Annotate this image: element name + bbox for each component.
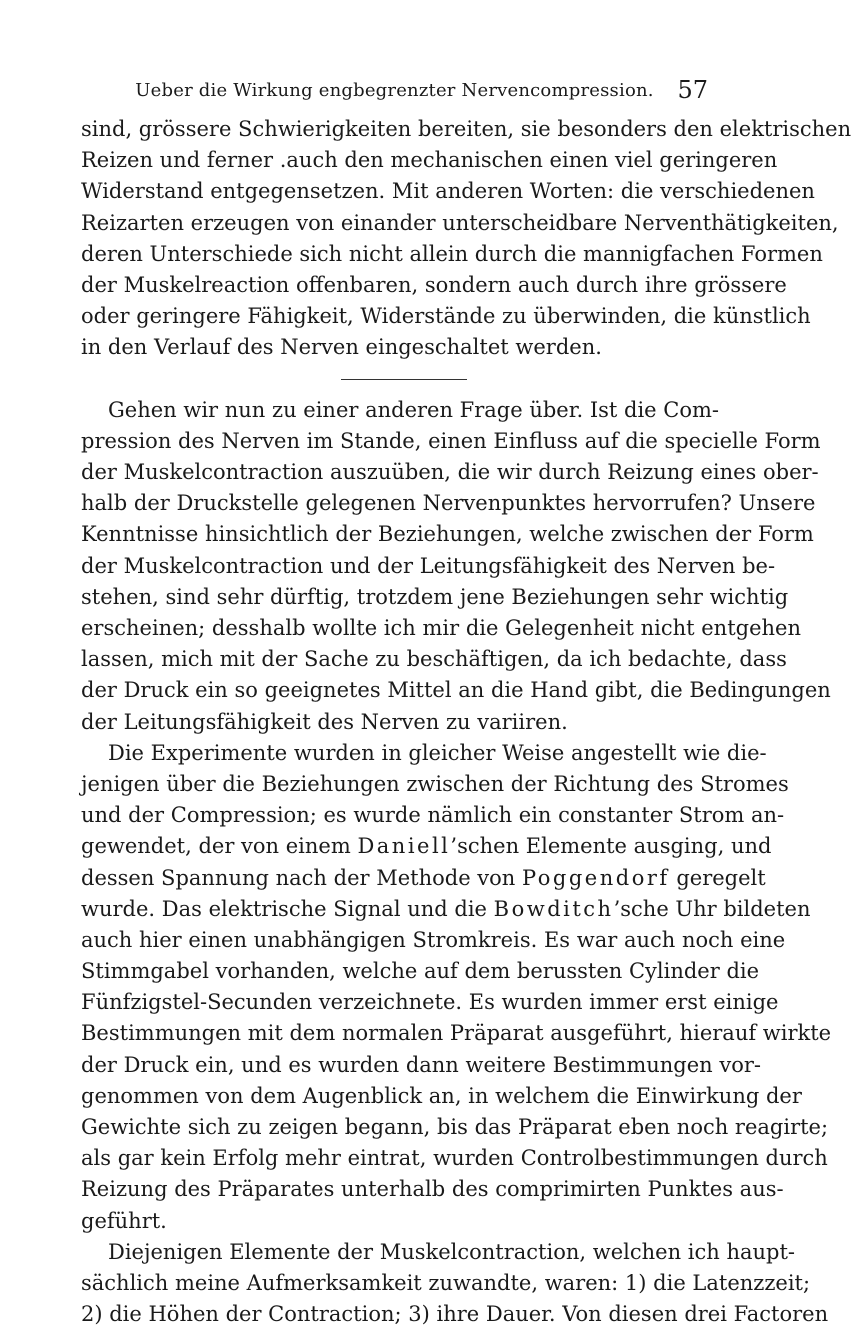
text-line: [81, 894, 811, 925]
text-line: Widerstand entgegensetzen. Mit anderen Worten: die verschiedenen: [81, 179, 815, 204]
text-line: Reizung des Präparates unterhalb des comprimirten Punktes aus-: [81, 1177, 784, 1202]
text-line: als gar kein Erfolg mehr eintrat, wurden Controlbestimmungen durch: [81, 1146, 828, 1171]
text-line: oder geringere Fähigkeit, Widerstände zu überwinden, die künstlich: [81, 304, 811, 329]
running-title: Ueber die Wirkung engbegrenzter Nervencompression.: [135, 80, 654, 101]
text-line: Diejenigen Elemente der Muskelcontraction, welchen ich haupt-: [108, 1239, 795, 1264]
section-divider: [81, 364, 708, 395]
text-line: lassen, mich mit der Sache zu beschäftigen, da ich bedachte, dass: [81, 647, 787, 672]
text-line: deren Unterschiede sich nicht allein durch die mannigfachen Formen: [81, 241, 823, 266]
text-line: Gehen wir nun zu einer anderen Frage über. Ist die Com-: [108, 397, 719, 422]
text-line: der Druck ein so geeignetes Mittel an die Hand gibt, die Bedingungen: [81, 678, 831, 703]
person-name: Poggendorf: [522, 865, 670, 890]
text-line: und der Compression; es wurde nämlich ein constanter Strom an-: [81, 803, 785, 828]
text-line: auch hier einen unabhängigen Stromkreis. Es war auch noch eine: [81, 927, 786, 952]
text-line: erscheinen; desshalb wollte ich mir die Gelegenheit nicht entgehen: [81, 616, 801, 640]
text-line: stehen, sind sehr dürftig, trotzdem jene Beziehungen sehr wichtig: [81, 584, 789, 609]
text-line: der Leitungsfähigkeit des Nerven zu variiren.: [81, 709, 568, 734]
page-number: 57: [677, 76, 708, 104]
text-line: sächlich meine Aufmerksamkeit zuwandte, waren: 1) die Latenzzeit;: [81, 1270, 811, 1295]
text-line: pression des Nerven im Stande, einen Einfluss auf die specielle Form: [81, 428, 821, 453]
text-run: ’sche Uhr bildeten: [613, 896, 811, 921]
text-line: Fünfzigstel-Secunden verzeichnete. Es wurden immer erst einige: [81, 990, 779, 1015]
text-line: Die Experimente wurden in gleicher Weise angestellt wie die-: [108, 740, 767, 765]
text-line: halb der Druckstelle gelegenen Nervenpunktes hervorrufen? Unsere: [81, 491, 816, 516]
text-line: in den Verlauf des Nerven eingeschaltet werden.: [81, 335, 602, 360]
text-line: der Druck ein, und es wurden dann weitere Bestimmungen vor-: [81, 1052, 762, 1077]
text-line: Kenntnisse hinsichtlich der Beziehungen, welche zwischen der Form: [81, 522, 814, 547]
text-line: genommen von dem Augenblick an, in welchem die Einwirkung der: [81, 1083, 802, 1108]
text-line: der Muskelcontraction und der Leitungsfähigkeit des Nerven be-: [81, 553, 776, 578]
text-run: geregelt: [669, 865, 766, 890]
text-line: Bestimmungen mit dem normalen Präparat ausgeführt, hierauf wirkte: [81, 1021, 832, 1046]
text-run: gewendet, der von einem: [81, 834, 358, 859]
text-line: [81, 831, 772, 862]
text-line: Stimmgabel vorhanden, welche auf dem berussten Cylinder die: [81, 959, 760, 984]
text-run: dessen Spannung nach der Methode von: [81, 865, 522, 890]
text-line: der Muskelcontraction auszuüben, die wir durch Reizung eines ober-: [81, 460, 819, 485]
body-text: [81, 114, 851, 1330]
person-name: Daniell: [357, 834, 451, 859]
page-header: [81, 76, 708, 110]
text-run: wurde. Das elektrische Signal und die: [81, 896, 494, 921]
text-run: ’schen Elemente ausging, und: [450, 834, 772, 859]
text-line: Reizarten erzeugen von einander unterscheidbare Nerventhätigkeiten,: [81, 210, 839, 235]
text-line: Gewichte sich zu zeigen begann, bis das Präparat eben noch reagirte;: [81, 1115, 829, 1139]
person-name: Bowditch: [493, 896, 614, 921]
text-line: Reizen und ferner .auch den mechanischen einen viel geringeren: [81, 148, 778, 173]
text-line: jenigen über die Beziehungen zwischen der Richtung des Stromes: [81, 771, 789, 796]
text-line: 2) die Höhen der Contraction; 3) ihre Dauer. Von diesen drei Factoren: [81, 1302, 829, 1327]
text-line: geführt.: [81, 1208, 167, 1233]
text-line: [81, 863, 766, 894]
text-line: sind, grössere Schwierigkeiten bereiten, sie besonders den elektrischen: [81, 117, 851, 141]
text-line: der Muskelreaction offenbaren, sondern auch durch ihre grössere: [81, 272, 787, 297]
